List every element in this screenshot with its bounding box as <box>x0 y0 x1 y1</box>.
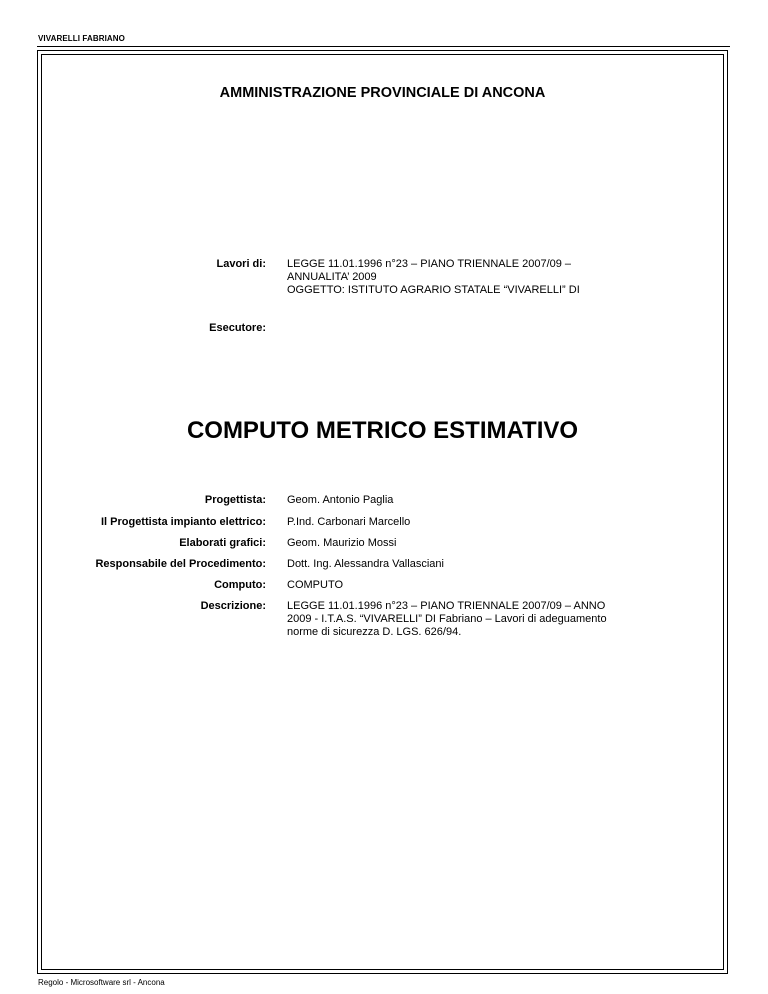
lavori-line-1: LEGGE 11.01.1996 n°23 – PIANO TRIENNALE 2007/09 – <box>287 258 572 270</box>
field-label-progettista: Progettista: <box>204 494 266 506</box>
esecutore-label: Esecutore: <box>209 322 266 334</box>
field-value-progettista: Geom. Antonio Paglia <box>287 494 394 506</box>
lavori-line-3: OGGETTO: ISTITUTO AGRARIO STATALE “VIVARELLI” DI <box>287 284 580 296</box>
field-label-elaborati-grafici: Elaborati grafici: <box>179 537 266 549</box>
lavori-value <box>287 258 687 297</box>
field-value-computo: COMPUTO <box>287 579 344 591</box>
administration-title: AMMINISTRAZIONE PROVINCIALE DI ANCONA <box>219 85 546 101</box>
header-company: VIVARELLI FABRIANO <box>38 34 125 43</box>
field-label-progettista-elettrico: Il Progettista impianto elettrico: <box>100 516 266 528</box>
document-title: COMPUTO METRICO ESTIMATIVO <box>186 417 579 444</box>
field-value-responsabile: Dott. Ing. Alessandra Vallasciani <box>287 558 444 570</box>
lavori-label: Lavori di: <box>216 258 266 270</box>
footer-software: Regolo - Microsoftware srl - Ancona <box>38 978 165 987</box>
field-value-elaborati-grafici: Geom. Maurizio Mossi <box>287 537 397 549</box>
descrizione-label: Descrizione: <box>200 600 266 612</box>
lavori-line-2: ANNUALITA’ 2009 <box>287 271 377 283</box>
descrizione-line-1: LEGGE 11.01.1996 n°23 – PIANO TRIENNALE 2007/09 – ANNO <box>287 600 606 612</box>
field-label-responsabile: Responsabile del Procedimento: <box>95 558 266 570</box>
header-rule <box>37 46 730 47</box>
field-label-computo: Computo: <box>214 579 266 591</box>
descrizione-line-2: 2009 - I.T.A.S. “VIVARELLI” DI Fabriano – Lavori di adeguamento <box>287 613 607 625</box>
descrizione-value <box>287 600 687 639</box>
field-value-progettista-elettrico: P.Ind. Carbonari Marcello <box>287 516 411 528</box>
page-frame-inner <box>41 54 724 970</box>
descrizione-line-3: norme di sicurezza D. LGS. 626/94. <box>287 626 462 638</box>
